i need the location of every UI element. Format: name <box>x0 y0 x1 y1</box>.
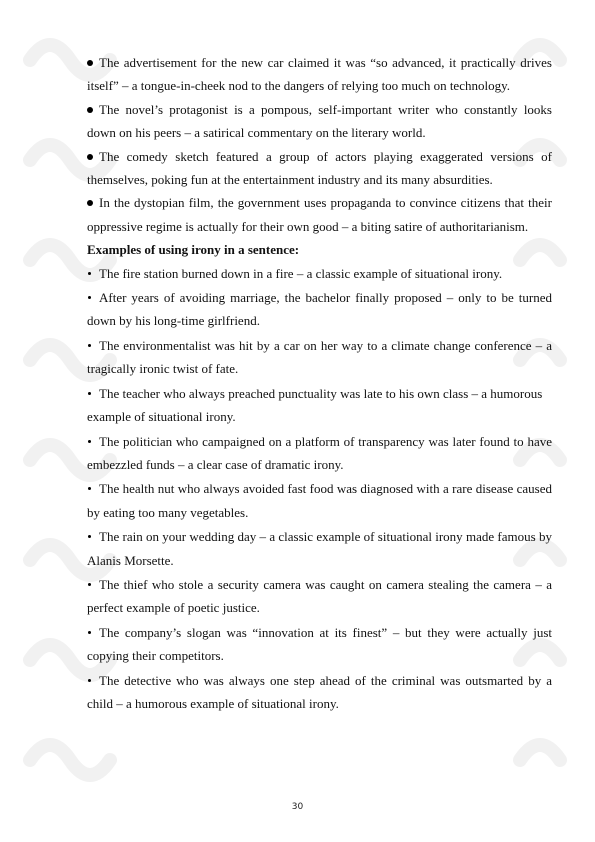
list-item-text: The advertisement for the new car claimed it was “so advanced, it practically drives itself” – a tongue-in-cheek nod to the dangers of relying too much on technology. <box>87 55 552 94</box>
bullet-icon <box>87 107 93 113</box>
bullet-icon <box>88 535 91 538</box>
list-item <box>87 430 552 477</box>
list-item-text: The detective who was always one step ahead of the criminal was outsmarted by a child – a humorous example of situational irony. <box>87 672 552 711</box>
list-item <box>87 573 552 620</box>
list-item-text: The novel’s protagonist is a pompous, self-important writer who constantly looks down on his peers – a satirical commentary on the literary world. <box>87 101 552 141</box>
page-number: 30 <box>291 802 304 812</box>
bullet-icon <box>87 60 93 66</box>
list-item <box>87 286 552 333</box>
bullet-icon <box>88 296 91 299</box>
list-item-text: The rain on your wedding day – a classic example of situational irony made famous by Alanis Morsette. <box>87 529 552 568</box>
bullet-icon <box>88 392 91 395</box>
list-item <box>87 525 552 572</box>
bullet-icon <box>88 631 91 634</box>
list-item <box>87 191 552 238</box>
list-item-text: The teacher who always preached punctuality was late to his own class – a humorous example of situational irony. <box>87 385 543 425</box>
list-item <box>87 334 552 381</box>
bullet-icon <box>88 679 91 682</box>
list-item <box>87 621 552 668</box>
list-item <box>87 477 552 524</box>
list-item-text: In the dystopian film, the government uses propaganda to convince citizens that their oppressive regime is actually for their own good – a biting satire of authoritarianism. <box>87 195 552 234</box>
list-item <box>87 262 552 285</box>
page-content <box>87 51 552 716</box>
list-item-text: The politician who campaigned on a platform of transparency was later found to have embezzled funds – a clear case of dramatic irony. <box>87 433 552 472</box>
bullet-icon <box>88 344 91 347</box>
bullet-icon <box>87 200 93 206</box>
list-item-text: The environmentalist was hit by a car on her way to a climate change conference – a tragically ironic twist of fate. <box>87 337 552 377</box>
list-item-text: The comedy sketch featured a group of actors playing exaggerated versions of themselves, poking fun at the entertainment industry and its many absurdities. <box>87 148 552 188</box>
list-item-text: The fire station burned down in a fire – a classic example of situational irony. <box>99 265 503 281</box>
bullet-icon <box>88 272 91 275</box>
list-item <box>87 669 552 716</box>
list-item-text: After years of avoiding marriage, the bachelor finally proposed – only to be turned down by his long-time girlfriend. <box>87 290 552 329</box>
list-item-text: The company’s slogan was “innovation at its finest” – but they were actually just copying their competitors. <box>87 624 552 664</box>
list-item-text: The health nut who always avoided fast food was diagnosed with a rare disease caused by eating too many vegetables. <box>87 481 552 520</box>
list-item <box>87 145 552 192</box>
list-item <box>87 98 552 145</box>
bullet-icon <box>87 154 93 160</box>
list-item-text: The thief who stole a security camera was caught on camera stealing the camera – a perfect example of poetic justice. <box>87 576 552 616</box>
section-heading: Examples of using irony in a sentence: <box>87 242 300 258</box>
list-item <box>87 51 552 98</box>
bullet-icon <box>88 583 91 586</box>
bullet-icon <box>88 440 91 443</box>
bullet-icon <box>88 487 91 490</box>
list-item <box>87 382 552 429</box>
